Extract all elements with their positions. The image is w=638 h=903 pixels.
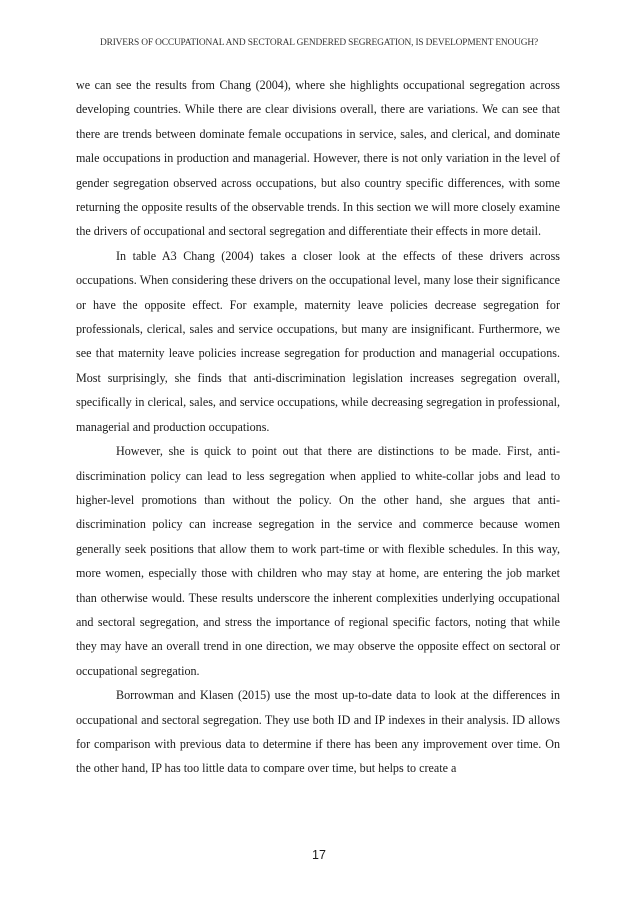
paragraph-4: Borrowman and Klasen (2015) use the most up-to-date data to look at the differences in occupational and sectoral segregation. They use both ID and IP indexes in their analysis. ID allows for comparison with previous data to determine if there has been any improvement over time. On the other hand, IP has too little data to compare over time, but helps to create a (76, 688, 560, 776)
paragraph-1: we can see the results from Chang (2004), where she highlights occupational segregation across developing countries. While there are clear divisions overall, there are variations. We can see that there are trends between dominate female occupations in service, sales, and clerical, and dominate male occupations in production and managerial. However, there is not only variation in the level of gender segregation observed across occupations, but also country specific differences, with some returning the opposite results of the observable trends. In this section we will more closely examine the drivers of occupational and sectoral segregation and differentiate their effects in more detail. (76, 78, 560, 239)
paragraph-3: However, she is quick to point out that there are distinctions to be made. First, anti-discrimination policy can lead to less segregation when applied to white-collar jobs and lead to higher-level promotions than without the policy. On the other hand, she argues that anti-discrimination policy can increase segregation in the service and commerce because women generally seek positions that allow them to work part-time or with flexible schedules. In this way, more women, especially those with children who may stay at home, are entering the job market than otherwise would. These results underscore the inherent complexities underlying occupational and sectoral segregation, and stress the importance of regional specific factors, noting that while they may have an overall trend in one direction, we may observe the opposite effect on sectoral or occupational segregation. (76, 444, 560, 678)
running-header: DRIVERS OF OCCUPATIONAL AND SECTORAL GENDERED SEGREGATION, IS DEVELOPMENT ENOUGH? (99, 38, 539, 48)
page-number: 17 (312, 848, 326, 862)
body-text (76, 73, 560, 781)
paragraph-2: In table A3 Chang (2004) takes a closer look at the effects of these drivers across occupations. When considering these drivers on the occupational level, many lose their significance or have the opposite effect. For example, maternity leave policies decrease segregation for professionals, clerical, sales and service occupations, but many are insignificant. Furthermore, we see that maternity leave policies increase segregation for production and managerial occupations. Most surprisingly, she finds that anti-discrimination legislation increases segregation overall, specifically in clerical, sales, and service occupations, while decreasing segregation in professional, managerial and production occupations. (76, 248, 560, 434)
